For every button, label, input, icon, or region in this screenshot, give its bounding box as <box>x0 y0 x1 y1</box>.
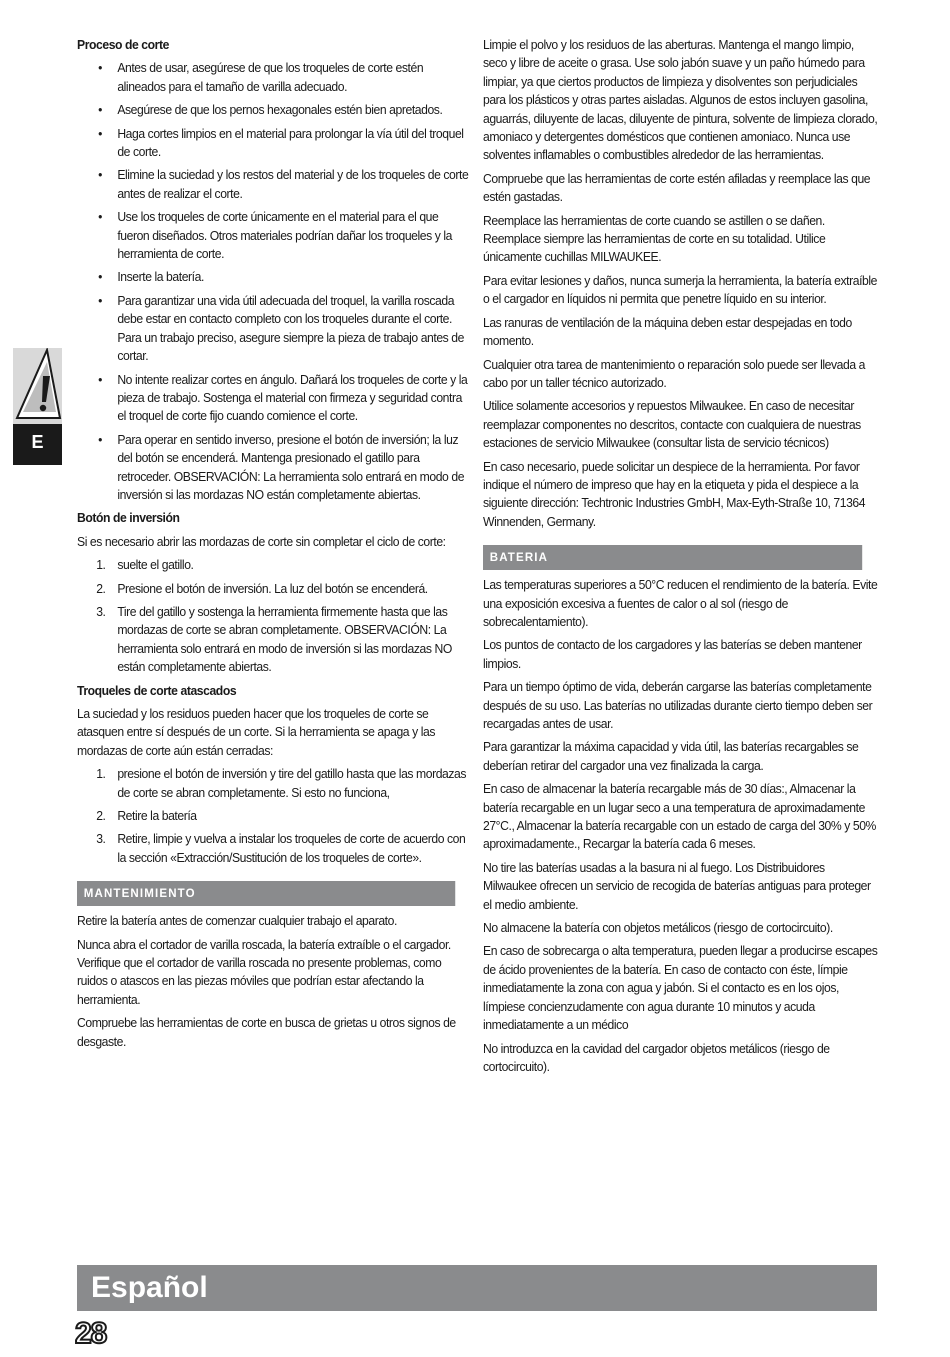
paragraph: Retire la batería antes de comenzar cualquier trabajo el aparato. <box>77 914 397 929</box>
warning-triangle-icon <box>13 348 62 424</box>
proceso-heading: Proceso de corte <box>77 38 169 52</box>
footer-language-title: Español <box>91 1271 208 1304</box>
paragraph: Para garantizar la máxima capacidad y vida útil, las baterías recargables se deberían retirar del cargador una vez finalizada la carga. <box>483 740 859 773</box>
troqueles-intro: La suciedad y los residuos pueden hacer que los troqueles de corte se atasquen entre sí después de un corte. Si la herramienta se apaga y las mordazas de corte aún están cerradas: <box>77 707 435 758</box>
list-item: 2. Presione el botón de inversión. La luz del botón se encenderá. <box>96 581 428 596</box>
paragraph: Las temperaturas superiores a 50°C reducen el rendimiento de la batería. Evite una exposición excesiva a fuentes de calor o al sol (riesgo de sobrecalentamiento). <box>483 578 878 629</box>
paragraph: Para un tiempo óptimo de vida, deberán cargarse las baterías completamente después de su uso. Las baterías no utilizadas durante cierto tiempo deben ser recargadas antes de usar. <box>483 680 873 731</box>
list-item: 1. presione el botón de inversión y tire del gatillo hasta que las mordazas de corte se abran completamente. Si esto no funciona, <box>96 767 467 800</box>
language-side-tab <box>13 348 62 465</box>
list-item: • Antes de usar, asegúrese de que los troqueles de corte estén alineados para el tamaño de varilla adecuado. <box>98 61 424 94</box>
paragraph: No tire las baterías usadas a la basura ni al fuego. Los Distribuidores Milwaukee ofrecen un servicio de recogida de baterías antiguas para proteger el medio ambiente. <box>483 860 871 912</box>
troqueles-heading: Troqueles de corte atascados <box>77 683 237 698</box>
paragraph: En caso de sobrecarga o alta temperatura, pueden llegar a producirse escapes de ácido provenientes de la batería. En caso de contacto con éste, límpie inmediatamente la zona con agua y jabón. Si el contacto es en los ojos, límpiese concienzudamente con agua durante 10 minutos y acuda inmediatamente a un médico <box>483 944 878 1033</box>
list-item: 3. Tire del gatillo y sostenga la herramienta firmemente hasta que las mordazas de corte se abran completamente. OBSERVACIÓN: La herramienta solo entrará en modo de inversión si las mordazas NO están completamente abiertas. <box>96 604 452 675</box>
footer-language-bar <box>77 1265 877 1311</box>
list-item: • Asegúrese de que los pernos hexagonales estén bien apretados. <box>98 103 443 118</box>
warning-panel <box>13 348 62 424</box>
page-number: 28 <box>75 1317 107 1350</box>
list-item: 2. Retire la batería <box>96 809 197 824</box>
paragraph: Las ranuras de ventilación de la máquina deben estar despejadas en todo momento. <box>483 315 852 349</box>
boton-steps <box>77 556 471 676</box>
boton-heading: Botón de inversión <box>77 511 180 526</box>
paragraph: Para evitar lesiones y daños, nunca sumerja la herramienta, la batería extraíble o el cargador en líquidos ni permita que penetre líquido en su interior. <box>483 273 878 307</box>
paragraph: Utilice solamente accesorios y repuestos Milwaukee. En caso de necesitar reemplazar componentes no descritos, contacte con cualquiera de nuestras estaciones de servicio Milwaukee (consultar lista de servicio técnicos) <box>483 399 861 451</box>
list-item: 1. suelte el gatillo. <box>96 558 194 573</box>
paragraph: Los puntos de contacto de los cargadores y las baterías se deben mantener limpios. <box>483 638 862 671</box>
list-item: • Para garantizar una vida útil adecuada del troquel, la varilla roscada debe estar en contacto completo con los troqueles durante el corte. Para un trabajo preciso, asegure siempre la pieza de trabajo antes de cortar. <box>98 293 464 364</box>
paragraph: Reemplace las herramientas de corte cuando se astillen o se dañen. Reemplace siempre las herramientas de corte en su totalidad. Utilice únicamente cuchillas MILWAUKEE. <box>483 213 826 265</box>
paragraph: Nunca abra el cortador de varilla roscada, la batería extraíble o el cargador. Verifique que el cortador de varilla roscada no presente problemas, como ruidos o atascos en las piezas móviles que podrían estar afectando la herramienta. <box>77 937 451 1007</box>
paragraph: Compruebe que las herramientas de corte estén afiladas y reemplace las que estén gastadas. <box>483 171 871 205</box>
paragraph: Limpie el polvo y los residuos de las aberturas. Mantenga el mango limpio, seco y libre de aceite o grasa. Use solo jabón suave y un paño húmedo para limpiar, ya que ciertos productos de limpieza y disolventes son perjudiciales para los plásticos y otras partes aisladas. Algunos de estos incluyen gasolina, aguarrás, diluyente de lacas, diluyente de pintura, solvente de limpieza clorado, amoniaco y detergentes domésticos que contienen amoniaco. Nunca use solventes inflamables o combustibles alrededor de las herramientas. <box>483 38 878 163</box>
list-item: • Elimine la suciedad y los restos del material y de los troqueles de corte antes de realizar el corte. <box>98 168 469 201</box>
proceso-bullet-list <box>77 59 471 504</box>
paragraph: En caso necesario, puede solicitar un despiece de la herramienta. Por favor indique el número de impreso que hay en la etiqueta y pida el despiece a la siguiente dirección: Techtronic Industries GmbH, Max-Eyth-Straße 10, 71364 Winnenden, Germany. <box>483 459 866 529</box>
list-item: • Para operar en sentido inverso, presione el botón de inversión; la luz del botón se encenderá. Mantenga presionado el gatillo para retroceder. OBSERVACIÓN: La herramienta solo entrará en modo de inversión si las mordazas NO están completamente abiertas. <box>98 432 465 502</box>
boton-intro: Si es necesario abrir las mordazas de corte sin completar el ciclo de corte: <box>77 534 446 549</box>
troqueles-steps <box>77 765 471 867</box>
paragraph: Cualquier otra tarea de mantenimiento o reparación solo puede ser llevada a cabo por un taller técnico autorizado. <box>483 357 865 390</box>
paragraph: Compruebe las herramientas de corte en busca de grietas u otros signos de desgaste. <box>77 1016 456 1049</box>
language-letter: E <box>31 432 44 452</box>
list-item: • No intente realizar cortes en ángulo. Dañará los troqueles de corte y la pieza de trabajo. Sostenga el material con firmeza y seguridad contra el troquel de corte fijo cuando comience el corte. <box>98 372 468 424</box>
list-item: • Use los troqueles de corte únicamente en el material para el que fueron diseñados. Otros materiales podrían dañar los troqueles y la herramienta de corte. <box>98 210 452 262</box>
paragraph: En caso de almacenar la batería recargable más de 30 días:, Almacenar la batería recargable en un lugar seco a una temperatura de aproximadamente 27°C., Almacenar la batería recargable con un estado de carga del 30% y 50% aproximadamente., Recargar la batería cada 6 meses. <box>483 782 876 852</box>
right-column <box>483 36 878 1081</box>
bateria-section-header: BATERIA <box>483 545 862 570</box>
paragraph: No almacene la batería con objetos metálicos (riesgo de cortocircuito). <box>483 921 833 936</box>
list-item: • Inserte la batería. <box>98 270 204 285</box>
mantenimiento-section-header: MANTENIMIENTO <box>77 881 455 906</box>
list-item: • Haga cortes limpios en el material para prolongar la vía útil del troquel de corte. <box>98 126 464 160</box>
left-column <box>77 36 471 1056</box>
list-item: 3. Retire, limpie y vuelva a instalar los troqueles de corte de acuerdo con la sección «Extracción/Sustitución de los troqueles de corte». <box>96 832 466 865</box>
paragraph: No introduzca en la cavidad del cargador objetos metálicos (riesgo de cortocircuito). <box>483 1041 830 1074</box>
